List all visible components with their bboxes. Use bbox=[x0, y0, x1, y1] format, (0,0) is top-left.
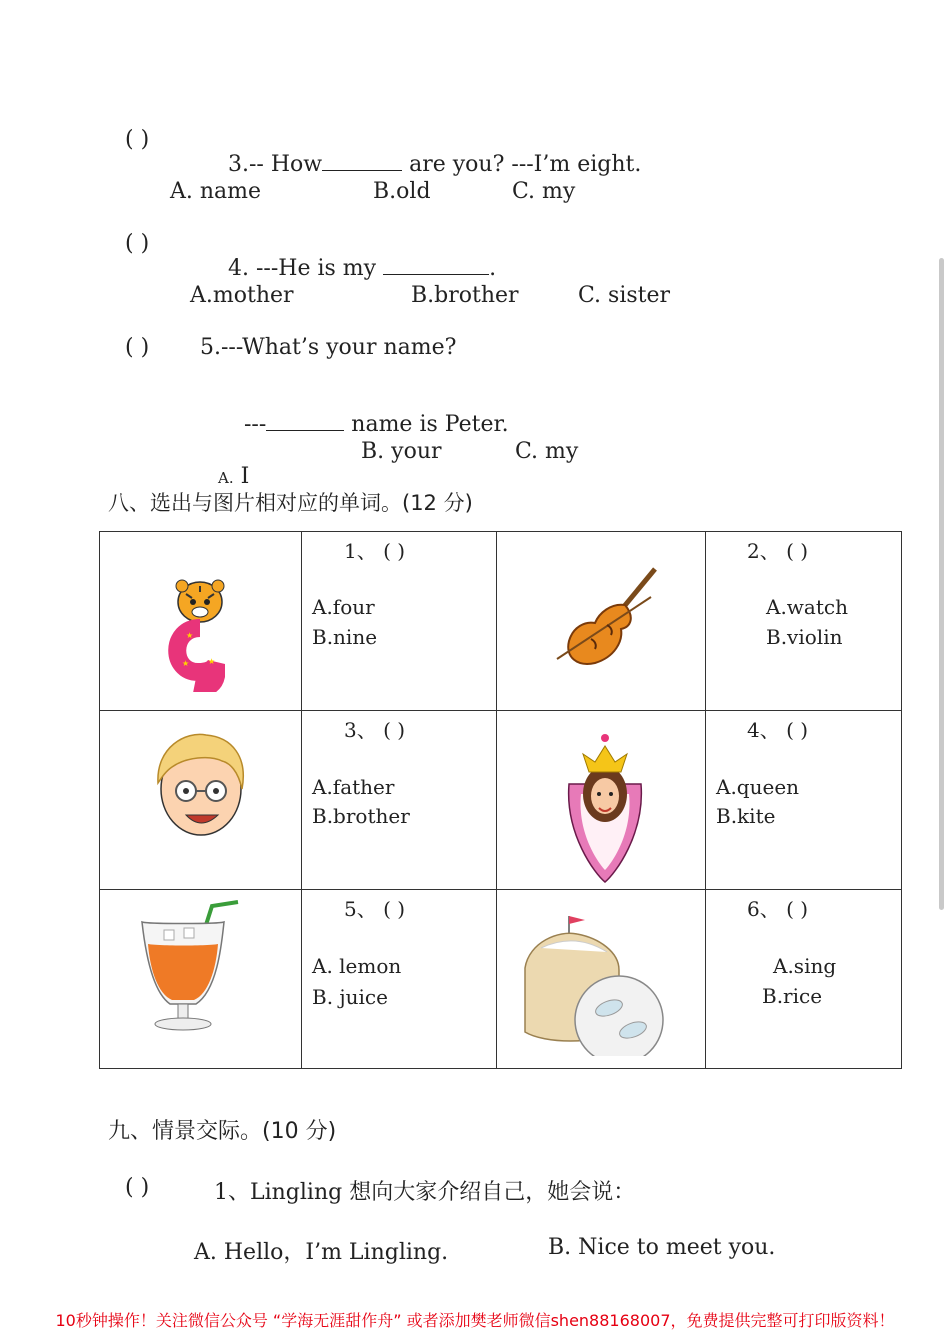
answer-paren[interactable]: ( ) bbox=[125, 1175, 150, 1200]
option-b: B.kite bbox=[716, 804, 776, 828]
divider bbox=[301, 532, 302, 1068]
option-b: B.nine bbox=[312, 625, 378, 649]
option-a: A.father bbox=[312, 775, 395, 799]
option-c: C. my bbox=[512, 179, 576, 204]
option-c: C. sister bbox=[578, 283, 671, 308]
fill-blank[interactable] bbox=[383, 273, 489, 275]
svg-text:★: ★ bbox=[186, 631, 194, 640]
option-a: A.queen bbox=[716, 775, 800, 799]
svg-text:★: ★ bbox=[208, 657, 216, 666]
juice-glass-icon bbox=[138, 900, 244, 1034]
option-a: A.mother bbox=[190, 283, 294, 308]
divider bbox=[100, 710, 901, 711]
option-a: A.sing bbox=[773, 954, 837, 978]
option-b: B.rice bbox=[762, 984, 823, 1008]
divider bbox=[496, 532, 497, 1068]
stem-part: 3.-- How bbox=[227, 152, 323, 177]
scrollbar[interactable] bbox=[939, 258, 944, 910]
picture-match-table bbox=[99, 531, 902, 1069]
stem-part: . bbox=[489, 256, 497, 281]
option-a: A. lemon bbox=[312, 954, 402, 978]
fill-blank[interactable] bbox=[322, 169, 402, 171]
queen-icon bbox=[565, 724, 645, 884]
answer-paren[interactable]: ( ) bbox=[125, 127, 150, 152]
section-9-heading: 九、情景交际。(10 分) bbox=[108, 1119, 337, 1144]
option-b: B. juice bbox=[312, 985, 388, 1009]
divider bbox=[100, 889, 901, 890]
option-b: B. Nice to meet you. bbox=[548, 1235, 776, 1260]
boy-face-icon bbox=[146, 727, 256, 847]
rice-bag-icon bbox=[515, 912, 665, 1056]
item-number[interactable]: 6、 ( ) bbox=[747, 897, 809, 921]
option-a: A.watch bbox=[766, 595, 848, 619]
item-number[interactable]: 1、 ( ) bbox=[344, 539, 406, 563]
item-number[interactable]: 4、 ( ) bbox=[747, 718, 809, 742]
violin-icon bbox=[555, 567, 665, 687]
stem-part: 4. ---He is my bbox=[227, 256, 377, 281]
stem-part: --- bbox=[243, 412, 267, 437]
question-stem: 1、Lingling 想向大家介绍自己，她会说： bbox=[214, 1180, 636, 1205]
svg-text:★: ★ bbox=[182, 659, 190, 668]
section-8-heading: 八、选出与图片相对应的单词。(12 分) bbox=[108, 491, 473, 515]
option-a: A. name bbox=[170, 179, 262, 204]
stem-part: name is Peter. bbox=[344, 412, 509, 437]
item-number[interactable]: 3、 ( ) bbox=[344, 718, 406, 742]
option-letter: A. bbox=[217, 469, 234, 487]
divider bbox=[705, 532, 706, 1068]
stem-part: are you? ---I’m eight. bbox=[402, 152, 642, 177]
option-b: B. your bbox=[361, 439, 442, 464]
option-a: A. Hello，I’m Lingling. bbox=[194, 1240, 449, 1265]
option-b: B.brother bbox=[312, 804, 410, 828]
option-b: B.old bbox=[373, 179, 431, 204]
question-stem: 5.---What’s your name? bbox=[200, 335, 457, 360]
answer-paren[interactable]: ( ) bbox=[125, 231, 150, 256]
option-a: A.four bbox=[312, 595, 375, 619]
item-number[interactable]: 2、 ( ) bbox=[747, 539, 809, 563]
fill-blank[interactable] bbox=[266, 429, 344, 431]
option-word: I bbox=[240, 464, 250, 489]
option-c: C. my bbox=[515, 439, 579, 464]
option-b: B.brother bbox=[411, 283, 519, 308]
option-b: B.violin bbox=[766, 625, 843, 649]
answer-paren[interactable]: ( ) bbox=[125, 335, 150, 360]
item-number[interactable]: 5、 ( ) bbox=[344, 897, 406, 921]
number-nine-tiger-icon bbox=[160, 572, 240, 692]
promo-footer: 10秒钟操作！关注微信公众号 “学海无涯甜作舟” 或者添加樊老师微信shen88168007，免费提供完整可打印版资料！ bbox=[55, 1311, 895, 1330]
